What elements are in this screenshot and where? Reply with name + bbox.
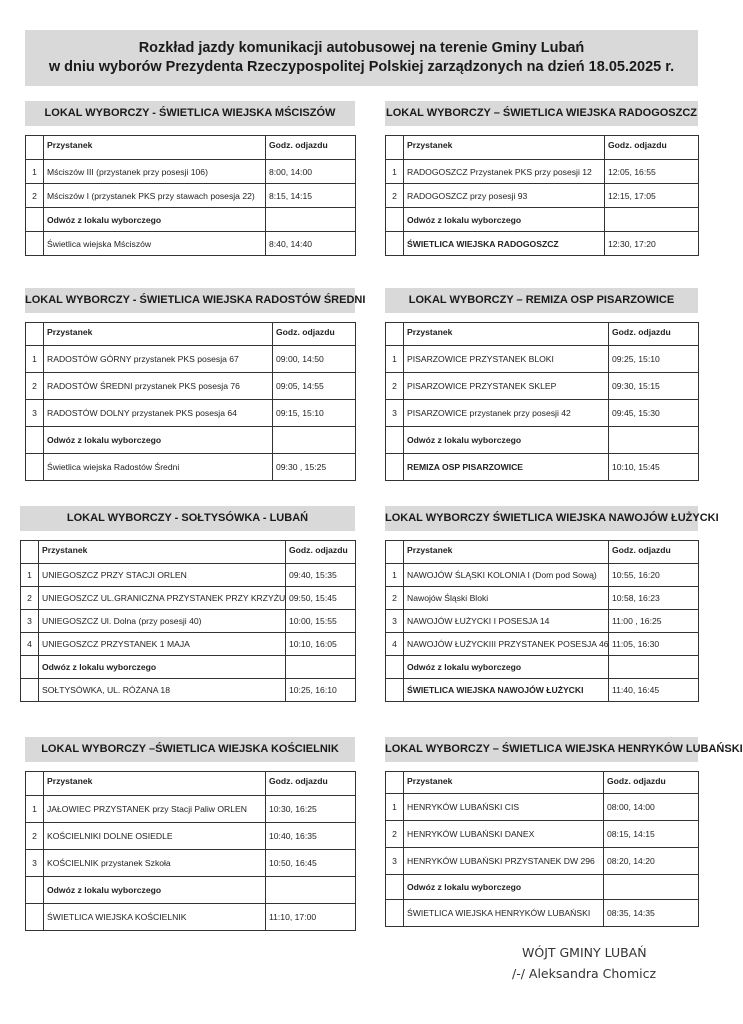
title-line-1: Rozkład jazdy komunikacji autobusowej na terenie Gminy Lubań xyxy=(138,40,585,56)
polling-station-name: ŚWIETLICA WIEJSKA RADOGOSZCZ xyxy=(404,232,605,256)
table-row xyxy=(386,633,699,656)
departure-times: 11:05, 16:30 xyxy=(609,633,699,656)
return-label-row xyxy=(386,875,699,900)
stop-number: 3 xyxy=(386,400,404,427)
time-header-cell: Godz. odjazdu xyxy=(604,772,699,794)
table-row xyxy=(386,160,699,184)
polling-station-time: 09:30 , 15:25 xyxy=(273,454,356,481)
departure-times: 10:40, 16:35 xyxy=(266,823,356,850)
return-label: Odwóz z lokalu wyborczego xyxy=(404,208,605,232)
polling-station-row xyxy=(386,454,699,481)
stop-name: HENRYKÓW LUBAŃSKI DANEX xyxy=(404,821,604,848)
stop-name: Nawojów Śląski Bloki xyxy=(404,587,609,610)
polling-station-name: ŚWIETLICA WIEJSKA NAWOJÓW ŁUŻYCKI xyxy=(404,679,609,702)
stop-number: 1 xyxy=(386,160,404,184)
stop-number: 2 xyxy=(386,184,404,208)
table-row xyxy=(21,633,356,656)
polling-station-time: 8:40, 14:40 xyxy=(266,232,356,256)
index-header-cell xyxy=(26,323,44,346)
polling-station-time: 08:35, 14:35 xyxy=(604,900,699,927)
schedule-table xyxy=(25,322,356,481)
time-header-cell: Godz. odjazdu xyxy=(605,136,699,160)
return-label: Odwóz z lokalu wyborczego xyxy=(404,656,609,679)
stop-name: Mściszów III (przystanek przy posesji 106) xyxy=(44,160,266,184)
schedule-table xyxy=(385,135,699,256)
schedule-table xyxy=(20,540,356,702)
return-label-row xyxy=(21,656,356,679)
table-row xyxy=(386,821,699,848)
stop-header-cell: Przystanek xyxy=(404,541,609,564)
return-label: Odwóz z lokalu wyborczego xyxy=(44,877,266,904)
empty-number-cell xyxy=(26,208,44,232)
stop-name: NAWOJÓW ŁUŻYCKI I POSESJA 14 xyxy=(404,610,609,633)
departure-times: 10:55, 16:20 xyxy=(609,564,699,587)
empty-number-cell xyxy=(26,454,44,481)
schedule-table xyxy=(25,771,356,931)
stop-name: RADOSTÓW ŚREDNI przystanek PKS posesja 76 xyxy=(44,373,273,400)
departure-times: 09:15, 15:10 xyxy=(273,400,356,427)
stop-number: 1 xyxy=(386,564,404,587)
empty-time-cell xyxy=(266,208,356,232)
stop-number: 2 xyxy=(26,373,44,400)
empty-time-cell xyxy=(604,875,699,900)
section-heading: LOKAL WYBORCZY ŚWIETLICA WIEJSKA NAWOJÓW ŁUŻYCKI xyxy=(385,506,698,531)
time-header-cell: Godz. odjazdu xyxy=(266,136,356,160)
table-row xyxy=(26,160,356,184)
return-label-row xyxy=(26,208,356,232)
polling-station-time: 11:10, 17:00 xyxy=(266,904,356,931)
table-header-row xyxy=(386,772,699,794)
polling-station-name: Świetlica wiejska Radostów Średni xyxy=(44,454,273,481)
index-header-cell xyxy=(386,136,404,160)
signature-title: WÓJT GMINY LUBAŃ xyxy=(522,945,647,960)
stop-number: 1 xyxy=(386,346,404,373)
empty-number-cell xyxy=(386,427,404,454)
document-title xyxy=(25,30,698,86)
index-header-cell xyxy=(386,772,404,794)
stop-header-cell: Przystanek xyxy=(44,772,266,796)
departure-times: 8:00, 14:00 xyxy=(266,160,356,184)
stop-number: 1 xyxy=(386,794,404,821)
departure-times: 12:05, 16:55 xyxy=(605,160,699,184)
stop-number: 2 xyxy=(386,373,404,400)
table-header-row xyxy=(386,323,699,346)
section-heading: LOKAL WYBORCZY – ŚWIETLICA WIEJSKA HENRYKÓW LUBAŃSKI xyxy=(385,737,698,762)
stop-number: 1 xyxy=(26,796,44,823)
table-row xyxy=(21,587,356,610)
table-row xyxy=(26,823,356,850)
stop-name: RADOSTÓW DOLNY przystanek PKS posesja 64 xyxy=(44,400,273,427)
empty-time-cell xyxy=(266,877,356,904)
time-header-cell: Godz. odjazdu xyxy=(609,541,699,564)
table-row xyxy=(26,400,356,427)
departure-times: 10:50, 16:45 xyxy=(266,850,356,877)
return-label: Odwóz z lokalu wyborczego xyxy=(44,208,266,232)
time-header-cell: Godz. odjazdu xyxy=(273,323,356,346)
polling-station-row xyxy=(26,904,356,931)
return-label: Odwóz z lokalu wyborczego xyxy=(404,875,604,900)
table-row xyxy=(386,373,699,400)
departure-times: 09:00, 14:50 xyxy=(273,346,356,373)
schedule-table xyxy=(385,771,699,927)
stop-number: 4 xyxy=(386,633,404,656)
stop-header-cell: Przystanek xyxy=(44,323,273,346)
return-label-row xyxy=(26,877,356,904)
empty-number-cell xyxy=(386,208,404,232)
stop-number: 2 xyxy=(26,823,44,850)
stop-name: PISARZOWICE PRZYSTANEK BLOKI xyxy=(404,346,609,373)
polling-station-time: 10:25, 16:10 xyxy=(286,679,356,702)
return-label-row xyxy=(386,656,699,679)
polling-station-name: ŚWIETLICA WIEJSKA HENRYKÓW LUBAŃSKI xyxy=(404,900,604,927)
departure-times: 8:15, 14:15 xyxy=(266,184,356,208)
empty-number-cell xyxy=(26,877,44,904)
stop-header-cell: Przystanek xyxy=(404,323,609,346)
index-header-cell xyxy=(21,541,39,564)
empty-number-cell xyxy=(21,679,39,702)
empty-time-cell xyxy=(609,656,699,679)
polling-station-row xyxy=(26,454,356,481)
stop-number: 3 xyxy=(26,400,44,427)
table-row xyxy=(386,610,699,633)
stop-header-cell: Przystanek xyxy=(44,136,266,160)
table-header-row xyxy=(386,136,699,160)
empty-time-cell xyxy=(286,656,356,679)
section-heading: LOKAL WYBORCZY - ŚWIETLICA WIEJSKA MŚCISZÓW xyxy=(25,101,355,126)
departure-times: 12:15, 17:05 xyxy=(605,184,699,208)
polling-station-name: REMIZA OSP PISARZOWICE xyxy=(404,454,609,481)
polling-station-row xyxy=(21,679,356,702)
stop-number: 2 xyxy=(26,184,44,208)
stop-name: UNIEGOSZCZ UL.GRANICZNA PRZYSTANEK PRZY KRZYŻU xyxy=(39,587,286,610)
section-heading: LOKAL WYBORCZY – ŚWIETLICA WIEJSKA RADOGOSZCZ xyxy=(385,101,698,126)
section-heading: LOKAL WYBORCZY - SOŁTYSÓWKA - LUBAŃ xyxy=(20,506,355,531)
table-row xyxy=(386,184,699,208)
table-row xyxy=(26,346,356,373)
return-label: Odwóz z lokalu wyborczego xyxy=(44,427,273,454)
polling-station-row xyxy=(26,232,356,256)
section-heading: LOKAL WYBORCZY – REMIZA OSP PISARZOWICE xyxy=(385,288,698,313)
polling-station-row xyxy=(386,679,699,702)
stop-number: 2 xyxy=(386,587,404,610)
departure-times: 08:20, 14:20 xyxy=(604,848,699,875)
section-heading: LOKAL WYBORCZY - ŚWIETLICA WIEJSKA RADOSTÓW ŚREDNI xyxy=(25,288,355,313)
polling-station-time: 11:40, 16:45 xyxy=(609,679,699,702)
departure-times: 08:15, 14:15 xyxy=(604,821,699,848)
table-row xyxy=(26,796,356,823)
stop-number: 2 xyxy=(21,587,39,610)
index-header-cell xyxy=(386,541,404,564)
time-header-cell: Godz. odjazdu xyxy=(266,772,356,796)
polling-station-name: Świetlica wiejska Mściszów xyxy=(44,232,266,256)
stop-name: UNIEGOSZCZ PRZY STACJI ORLEN xyxy=(39,564,286,587)
stop-name: HENRYKÓW LUBAŃSKI PRZYSTANEK DW 296 xyxy=(404,848,604,875)
stop-name: RADOSTÓW GÓRNY przystanek PKS posesja 67 xyxy=(44,346,273,373)
table-row xyxy=(21,564,356,587)
stop-name: RADOGOSZCZ przy posesji 93 xyxy=(404,184,605,208)
empty-number-cell xyxy=(21,656,39,679)
stop-number: 1 xyxy=(21,564,39,587)
departure-times: 09:45, 15:30 xyxy=(609,400,699,427)
departure-times: 10:58, 16:23 xyxy=(609,587,699,610)
stop-number: 3 xyxy=(21,610,39,633)
empty-time-cell xyxy=(609,427,699,454)
stop-number: 2 xyxy=(386,821,404,848)
stop-number: 3 xyxy=(386,848,404,875)
departure-times: 09:30, 15:15 xyxy=(609,373,699,400)
empty-number-cell xyxy=(26,232,44,256)
empty-number-cell xyxy=(26,904,44,931)
table-row xyxy=(386,848,699,875)
stop-name: KOŚCIELNIK przystanek Szkoła xyxy=(44,850,266,877)
schedule-table xyxy=(385,540,699,702)
stop-number: 1 xyxy=(26,160,44,184)
departure-times: 09:05, 14:55 xyxy=(273,373,356,400)
time-header-cell: Godz. odjazdu xyxy=(609,323,699,346)
table-header-row xyxy=(26,136,356,160)
polling-station-time: 10:10, 15:45 xyxy=(609,454,699,481)
stop-number: 4 xyxy=(21,633,39,656)
signature-name: /-/ Aleksandra Chomicz xyxy=(512,966,657,981)
departure-times: 11:00 , 16:25 xyxy=(609,610,699,633)
stop-name: Mściszów I (przystanek PKS przy stawach posesja 22) xyxy=(44,184,266,208)
empty-number-cell xyxy=(386,875,404,900)
stop-header-cell: Przystanek xyxy=(404,136,605,160)
table-row xyxy=(26,373,356,400)
stop-name: UNIEGOSZCZ Ul. Dolna (przy posesji 40) xyxy=(39,610,286,633)
table-row xyxy=(21,610,356,633)
return-label: Odwóz z lokalu wyborczego xyxy=(39,656,286,679)
polling-station-name: ŚWIETLICA WIEJSKA KOŚCIELNIK xyxy=(44,904,266,931)
stop-header-cell: Przystanek xyxy=(404,772,604,794)
polling-station-row xyxy=(386,232,699,256)
title-line-2: w dniu wyborów Prezydenta Rzeczypospolitej Polskiej zarządzonych na dzień 18.05.2025 r. xyxy=(48,59,675,75)
stop-number: 1 xyxy=(26,346,44,373)
table-row xyxy=(26,184,356,208)
table-row xyxy=(386,564,699,587)
departure-times: 10:10, 16:05 xyxy=(286,633,356,656)
return-label-row xyxy=(386,208,699,232)
stop-name: PISARZOWICE PRZYSTANEK SKLEP xyxy=(404,373,609,400)
departure-times: 08:00, 14:00 xyxy=(604,794,699,821)
empty-number-cell xyxy=(26,427,44,454)
empty-time-cell xyxy=(273,427,356,454)
table-row xyxy=(386,346,699,373)
stop-name: UNIEGOSZCZ PRZYSTANEK 1 MAJA xyxy=(39,633,286,656)
polling-station-time: 12:30, 17:20 xyxy=(605,232,699,256)
stop-name: NAWOJÓW ŁUŻYCKIII PRZYSTANEK POSESJA 46 xyxy=(404,633,609,656)
departure-times: 09:50, 15:45 xyxy=(286,587,356,610)
stop-name: HENRYKÓW LUBAŃSKI CIS xyxy=(404,794,604,821)
empty-time-cell xyxy=(605,208,699,232)
stop-number: 3 xyxy=(386,610,404,633)
empty-number-cell xyxy=(386,679,404,702)
empty-number-cell xyxy=(386,454,404,481)
polling-station-row xyxy=(386,900,699,927)
table-row xyxy=(386,794,699,821)
table-header-row xyxy=(26,772,356,796)
table-row xyxy=(386,587,699,610)
table-header-row xyxy=(26,323,356,346)
stop-name: JAŁOWIEC PRZYSTANEK przy Stacji Paliw ORLEN xyxy=(44,796,266,823)
return-label: Odwóz z lokalu wyborczego xyxy=(404,427,609,454)
return-label-row xyxy=(26,427,356,454)
stop-name: PISARZOWICE przystanek przy posesji 42 xyxy=(404,400,609,427)
departure-times: 09:40, 15:35 xyxy=(286,564,356,587)
stop-name: NAWOJÓW ŚLĄSKI KOLONIA I (Dom pod Sową) xyxy=(404,564,609,587)
departure-times: 10:00, 15:55 xyxy=(286,610,356,633)
schedule-table xyxy=(385,322,699,481)
table-row xyxy=(26,850,356,877)
table-row xyxy=(386,400,699,427)
index-header-cell xyxy=(26,136,44,160)
schedule-table xyxy=(25,135,356,256)
index-header-cell xyxy=(386,323,404,346)
departure-times: 10:30, 16:25 xyxy=(266,796,356,823)
empty-number-cell xyxy=(386,656,404,679)
index-header-cell xyxy=(26,772,44,796)
stop-name: RADOGOSZCZ Przystanek PKS przy posesji 12 xyxy=(404,160,605,184)
time-header-cell: Godz. odjazdu xyxy=(286,541,356,564)
table-header-row xyxy=(21,541,356,564)
empty-number-cell xyxy=(386,232,404,256)
return-label-row xyxy=(386,427,699,454)
polling-station-name: SOŁTYSÓWKA, UL. RÓŻANA 18 xyxy=(39,679,286,702)
empty-number-cell xyxy=(386,900,404,927)
stop-number: 3 xyxy=(26,850,44,877)
table-header-row xyxy=(386,541,699,564)
departure-times: 09:25, 15:10 xyxy=(609,346,699,373)
stop-header-cell: Przystanek xyxy=(39,541,286,564)
stop-name: KOŚCIELNIKI DOLNE OSIEDLE xyxy=(44,823,266,850)
section-heading: LOKAL WYBORCZY –ŚWIETLICA WIEJSKA KOŚCIELNIK xyxy=(25,737,355,762)
